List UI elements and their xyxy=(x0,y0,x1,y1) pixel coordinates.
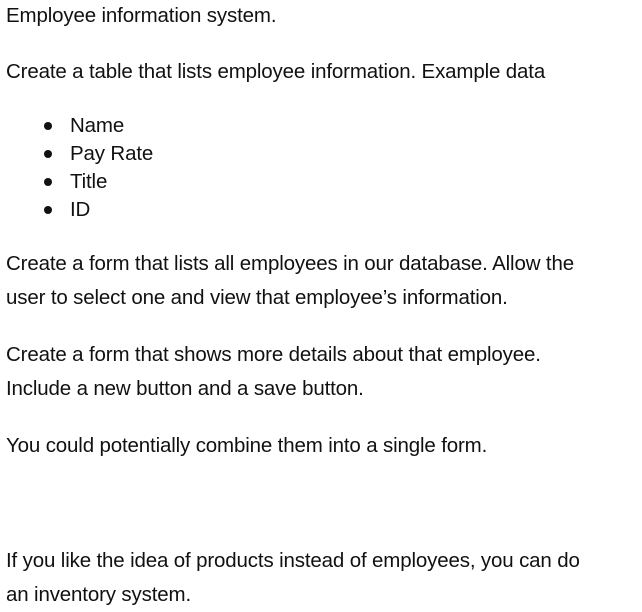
employee-fields-list xyxy=(6,112,153,224)
list-item xyxy=(6,140,153,168)
bullet-icon xyxy=(44,122,52,130)
list-item-label: Title xyxy=(70,170,108,193)
list-item-label: ID xyxy=(70,198,91,221)
list-item xyxy=(6,168,153,196)
paragraph-inventory-line-2: an inventory system. xyxy=(6,583,191,606)
paragraph-combine-forms: You could potentially combine them into a single form. xyxy=(6,434,488,457)
list-item-label: Pay Rate xyxy=(70,142,154,165)
intro-text: Create a table that lists employee information. Example data xyxy=(6,60,546,83)
document-title: Employee information system. xyxy=(6,4,277,27)
paragraph-employee-list-line-2: user to select one and view that employee’s information. xyxy=(6,286,508,309)
paragraph-details-form-line-1: Create a form that shows more details about that employee. xyxy=(6,343,541,366)
bullet-icon xyxy=(44,206,52,214)
paragraph-employee-list-line-1: Create a form that lists all employees in our database. Allow the xyxy=(6,252,574,275)
bullet-icon xyxy=(44,150,52,158)
bullet-icon xyxy=(44,178,52,186)
paragraph-details-form-line-2: Include a new button and a save button. xyxy=(6,377,364,400)
paragraph-inventory-line-1: If you like the idea of products instead of employees, you can do xyxy=(6,549,580,572)
list-item-label: Name xyxy=(70,114,125,137)
list-item xyxy=(6,112,153,140)
list-item xyxy=(6,196,153,224)
